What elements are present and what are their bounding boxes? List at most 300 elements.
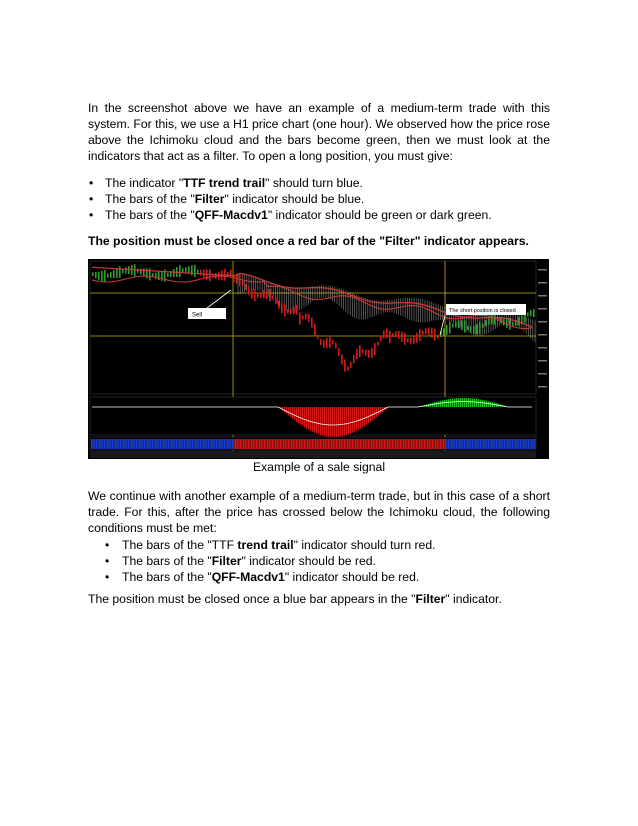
filter-bar [281,439,282,449]
filter-bar [493,439,494,449]
filter-bar [110,439,111,449]
filter-bar [334,439,335,449]
filter-bar [278,439,279,449]
filter-bar [382,439,383,449]
filter-bar [486,439,487,449]
filter-bar [331,439,332,449]
filter-bar [237,439,238,449]
filter-bar [243,439,244,449]
macd-bar [346,407,347,435]
filter-bar [427,439,428,449]
filter-bar [257,439,258,449]
filter-bar [526,439,527,449]
macd-bar [366,407,367,425]
price-bar [398,331,400,339]
price-bar [422,331,424,335]
price-bar [335,343,337,349]
filter-bar [117,439,118,449]
price-bar [245,284,247,290]
filter-bar [136,439,137,449]
filter-bar [235,439,236,449]
filter-bar [366,439,367,449]
filter-bar [441,439,442,449]
filter-bar [384,439,385,449]
filter-bar [504,439,505,449]
macd-bar [302,407,303,426]
filter-bar [206,439,207,449]
price-bar [242,281,244,285]
filter-bar [520,439,521,449]
filter-bar [256,439,257,449]
filter-bar [91,439,92,449]
macd-bar [284,407,285,412]
filter-bar [145,439,146,449]
filter-bar [261,439,262,449]
price-bar [458,320,460,328]
price-bar [329,336,331,348]
price-bar [527,312,529,316]
price-bar [95,272,97,278]
sell-label: Sell [192,312,203,319]
price-bar [347,367,349,371]
filter-bar [345,439,346,449]
filter-bar [419,439,420,449]
short-conditions-list [104,537,554,585]
macd-bar [324,407,325,436]
trading-chart-image [88,259,549,459]
price-scale-tick [538,386,547,388]
filter-bar [121,439,122,449]
filter-bar [112,439,113,449]
filter-bar [321,439,322,449]
filter-bar [501,439,502,449]
price-bar [512,322,514,326]
filter-bar [525,439,526,449]
price-bar [143,268,145,276]
filter-bar [505,439,506,449]
macd-bar [332,407,333,437]
filter-bar [481,439,482,449]
price-bar [326,338,328,348]
filter-bar [502,439,503,449]
price-bar [350,362,352,368]
filter-bar [413,439,414,449]
filter-bar [168,439,169,449]
filter-bar [422,439,423,449]
filter-bar [361,439,362,449]
macd-bar [452,399,453,407]
filter-bar [152,439,153,449]
filter-bar [208,439,209,449]
filter-bar [254,439,255,449]
filter-bar [533,439,534,449]
price-bar [185,267,187,273]
price-bar [128,266,130,274]
price-bar [272,295,274,299]
price-bar [239,274,241,286]
close-short-statement: The position must be closed once a blue bar appears in the "Filter" indicator. [88,592,502,606]
macd-bar [338,407,339,437]
filter-bar [280,439,281,449]
filter-bar [379,439,380,449]
filter-bar [368,439,369,449]
filter-bar [507,439,508,449]
filter-bar [299,439,300,449]
filter-bar [291,439,292,449]
filter-bar [142,439,143,449]
list-item: • The bars of the "QFF-Macdv1" indicator should be red. [104,569,554,585]
filter-bar [275,439,276,449]
filter-bar [494,439,495,449]
macd-bar [486,401,487,407]
filter-bar [123,439,124,449]
filter-bar [510,439,511,449]
price-bar [431,328,433,338]
filter-bar [347,439,348,449]
macd-bar [306,407,307,429]
filter-bar [488,439,489,449]
filter-bar [189,439,190,449]
filter-bar [465,439,466,449]
filter-bar [139,439,140,449]
filter-bar [409,439,410,449]
filter-bar [283,439,284,449]
price-bar [107,274,109,278]
macd-bar [468,398,469,407]
close-long-statement: The position must be closed once a red bar of the "Filter" indicator appears. [88,234,529,248]
filter-bar [518,439,519,449]
filter-bar [99,439,100,449]
filter-bar [478,439,479,449]
price-bar [98,272,100,280]
filter-bar [360,439,361,449]
price-bar [101,271,103,281]
filter-bar [217,439,218,449]
price-bar [167,273,169,277]
price-scale-tick [538,334,547,336]
macd-bar [440,401,441,407]
filter-bar [177,439,178,449]
price-bar [359,345,361,357]
macd-bar [292,407,293,419]
filter-bar [251,439,252,449]
filter-bar [144,439,145,449]
price-bar [371,348,373,358]
filter-bar [336,439,337,449]
price-bar [368,350,370,358]
filter-bar [264,439,265,449]
price-scale-tick [538,373,547,375]
macd-bar [472,398,473,407]
filter-bar [403,439,404,449]
filter-bar [249,439,250,449]
filter-bar [310,439,311,449]
price-bar [302,315,304,319]
filter-bar [363,439,364,449]
filter-bar [390,439,391,449]
filter-bar [496,439,497,449]
filter-bar [262,439,263,449]
filter-bar [253,439,254,449]
filter-bar [534,439,535,449]
filter-bar [464,439,465,449]
filter-bar [373,439,374,449]
price-bar [161,271,163,281]
filter-bar [187,439,188,449]
macd-bar [442,400,443,407]
filter-bar [171,439,172,449]
filter-bar [312,439,313,449]
filter-bar [357,439,358,449]
filter-bar [301,439,302,449]
filter-bar [305,439,306,449]
price-bar [389,331,391,343]
macd-bar [438,401,439,407]
price-bar [248,287,250,295]
filter-bar [387,439,388,449]
price-bar [311,318,313,328]
filter-bar [315,439,316,449]
filter-bar [270,439,271,449]
filter-bar [405,439,406,449]
list-item: • The bars of the "Filter" indicator should be red. [104,553,554,569]
filter-bar [333,439,334,449]
macd-bar [358,407,359,430]
price-bar [455,321,457,327]
filter-panel [90,437,536,450]
filter-bar [371,439,372,449]
filter-bar [277,439,278,449]
filter-bar [485,439,486,449]
price-bar [365,350,367,356]
filter-bar [480,439,481,449]
filter-bar [272,439,273,449]
price-bar [482,324,484,328]
macd-bar [454,398,455,407]
filter-bar [408,439,409,449]
macd-bar [478,399,479,407]
price-bar [104,270,106,282]
filter-bar [160,439,161,449]
filter-bar [216,439,217,449]
filter-bar [126,439,127,449]
macd-bar [318,407,319,434]
price-bar [110,272,112,278]
filter-bar [401,439,402,449]
filter-bar [174,439,175,449]
price-scale-tick [538,360,547,362]
filter-bar [181,439,182,449]
filter-bar [265,439,266,449]
filter-bar [182,439,183,449]
macd-bar [488,401,489,407]
macd-bar [432,403,433,407]
filter-bar [213,439,214,449]
intro-paragraph: In the screenshot above we have an example of a medium-term trade with this system. For this, we use a H1 price chart (one hour). We observed how the price rose above the Ichimoku cloud and the bars become green, then we must look at the indicators that act as a filter. To open a long position, you must give: [88,101,550,163]
filter-bar [469,439,470,449]
filter-bar [157,439,158,449]
filter-bar [365,439,366,449]
filter-bar [497,439,498,449]
filter-bar [209,439,210,449]
macd-bar [458,398,459,407]
macd-bar [484,400,485,407]
filter-bar [325,439,326,449]
chart-svg [88,259,549,459]
time-axis [90,451,536,458]
price-bar [275,298,277,304]
filter-bar [523,439,524,449]
filter-bar [339,439,340,449]
filter-bar [483,439,484,449]
macd-bar [470,398,471,407]
price-bar [293,306,295,314]
filter-bar [134,439,135,449]
price-bar [173,269,175,277]
macd-bar [354,407,355,432]
filter-bar [211,439,212,449]
filter-bar [195,439,196,449]
filter-bar [129,439,130,449]
filter-bar [448,439,449,449]
filter-bar [309,439,310,449]
macd-bar [290,407,291,417]
filter-bar [107,439,108,449]
filter-bar [233,439,234,449]
price-bar [305,314,307,320]
price-bar [392,333,394,337]
price-bar [158,272,160,280]
filter-bar [221,439,222,449]
filter-bar [165,439,166,449]
filter-bar [179,439,180,449]
list-item: • The bars of the "TTF trend trail" indicator should turn red. [104,537,554,553]
macd-bar [310,407,311,431]
filter-bar [109,439,110,449]
macd-bar [288,407,289,415]
filter-bar [416,439,417,449]
filter-bar [342,439,343,449]
filter-bar [457,439,458,449]
filter-bar [400,439,401,449]
filter-bar [491,439,492,449]
filter-bar [227,439,228,449]
filter-bar [101,439,102,449]
price-scale-tick [538,347,547,349]
price-bar [491,314,493,324]
filter-bar [304,439,305,449]
macd-bar [296,407,297,422]
price-bar [434,329,436,341]
price-bar [443,328,445,336]
price-bar [353,355,355,363]
macd-bar [336,407,337,437]
filter-bar [521,439,522,449]
filter-bar [385,439,386,449]
macd-bar [456,398,457,407]
macd-bar [444,400,445,407]
filter-bar [225,439,226,449]
filter-bar [353,439,354,449]
filter-bar [201,439,202,449]
macd-bar [356,407,357,431]
price-bar [308,314,310,322]
close-label: The short position is closed [449,308,516,314]
filter-bar [358,439,359,449]
price-bar [266,289,268,299]
filter-bar [150,439,151,449]
filter-bar [443,439,444,449]
filter-bar [205,439,206,449]
filter-bar [288,439,289,449]
price-bar [377,342,379,346]
macd-bar [326,407,327,436]
price-bar [425,328,427,334]
filter-bar [293,439,294,449]
price-bar [119,266,121,278]
filter-bar [203,439,204,449]
filter-bar [153,439,154,449]
filter-bar [512,439,513,449]
filter-bar [297,439,298,449]
macd-bar [450,399,451,407]
price-bar [287,309,289,313]
filter-bar [392,439,393,449]
filter-bar [440,439,441,449]
filter-bar [169,439,170,449]
macd-bar [372,407,373,420]
filter-bar [302,439,303,449]
price-bar [338,348,340,356]
macd-bar [350,407,351,434]
filter-bar [269,439,270,449]
price-bar [485,320,487,326]
filter-bar [313,439,314,449]
macd-bar [342,407,343,436]
filter-bar [355,439,356,449]
filter-bar [273,439,274,449]
macd-panel [90,397,536,437]
filter-bar [438,439,439,449]
price-scale-tick [538,295,547,297]
filter-bar [105,439,106,449]
macd-bar [446,400,447,407]
filter-bar [397,439,398,449]
macd-bar [330,407,331,437]
filter-bar [350,439,351,449]
filter-bar [352,439,353,449]
filter-bar [267,439,268,449]
macd-bar [460,398,461,407]
filter-bar [341,439,342,449]
price-bar [479,322,481,334]
macd-bar [362,407,363,427]
filter-bar [393,439,394,449]
filter-bar [376,439,377,449]
filter-bar [509,439,510,449]
filter-bar [232,439,233,449]
long-conditions-list [88,175,558,223]
macd-bar [370,407,371,422]
filter-bar [433,439,434,449]
filter-bar [97,439,98,449]
price-bar [320,339,322,345]
filter-bar [296,439,297,449]
filter-bar [456,439,457,449]
filter-bar [421,439,422,449]
macd-bar [340,407,341,436]
macd-bar [316,407,317,434]
